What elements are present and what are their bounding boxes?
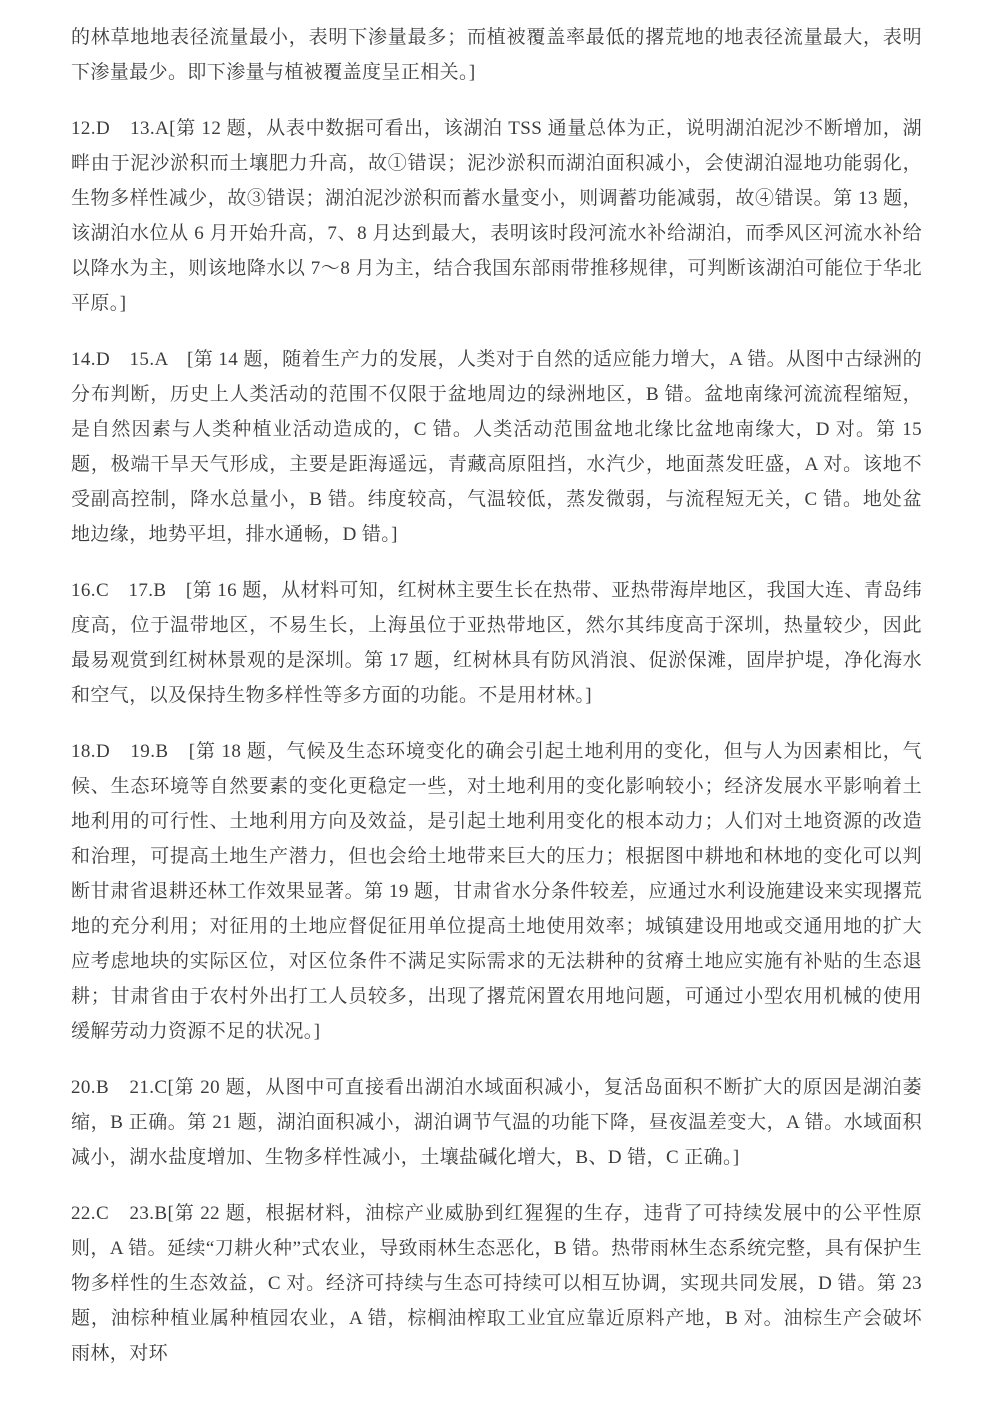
paragraph-continuation-infiltration: 的林草地地表径流量最小，表明下渗量最多；而植被覆盖率最低的撂荒地的地表径流量最大，表明下渗量最少。即下渗量与植被覆盖度呈正相关。] bbox=[71, 27, 922, 83]
answer-paragraph-q14-q15: 14.D 15.A [第 14 题，随着生产力的发展，人类对于自然的适应能力增大，A 错。从图中古绿洲的分布判断，历史上人类活动的范围不仅限于盆地周边的绿洲地区，B 错。盆地南缘河流流程缩短，是自然因素与人类种植业活动造成的，C 错。人类活动范围盆地北缘比盆地南缘大，D 对。第 15 题，极端干旱天气形成，主要是距海遥远，青藏高原阻挡，水汽少，地面蒸发旺盛，A 对。该地不受副高控制，降水总量小，B 错。纬度较高，气温较低，蒸发微弱，与流程短无关，C 错。地处盆地边缘，地势平坦，排水通畅，D 错。] bbox=[71, 349, 922, 545]
answer-paragraph-q12-q13: 12.D 13.A[第 12 题，从表中数据可看出，该湖泊 TSS 通量总体为正，说明湖泊泥沙不断增加，湖畔由于泥沙淤积而土壤肥力升高，故①错误；泥沙淤积而湖泊面积减小，会使湖泊湿地功能弱化，生物多样性减少，故③错误；湖泊泥沙淤积而蓄水量变小，则调蓄功能减弱，故④错误。第 13 题，该湖泊水位从 6 月开始升高，7、8 月达到最大，表明该时段河流水补给湖泊，而季风区河流水补给以降水为主，则该地降水以 7～8 月为主，结合我国东部雨带推移规律，可判断该湖泊可能位于华北平原。] bbox=[71, 118, 922, 314]
answer-paragraph-q20-q21: 20.B 21.C[第 20 题，从图中可直接看出湖泊水域面积减小，复活岛面积不断扩大的原因是湖泊萎缩，B 正确。第 21 题，湖泊面积减小，湖泊调节气温的功能下降，昼夜温差变大，A 错。水域面积减小，湖水盐度增加、生物多样性减小，土壤盐碱化增大，B、D 错，C 正确。] bbox=[71, 1077, 922, 1168]
answer-paragraph-q22-q23: 22.C 23.B[第 22 题，根据材料，油棕产业威胁到红猩猩的生存，违背了可持续发展中的公平性原则，A 错。延续“刀耕火种”式农业，导致雨林生态恶化，B 错。热带雨林生态系统完整，具有保护生物多样性的生态效益，C 对。经济可持续与生态可持续可以相互协调，实现共同发展，D 错。第 23 题，油棕种植业属种植园农业，A 错，棕榈油榨取工业宜应靠近原料产地，B 对。油棕生产会破坏雨林，对环 bbox=[71, 1203, 922, 1364]
answer-paragraph-q18-q19: 18.D 19.B [第 18 题，气候及生态环境变化的确会引起土地利用的变化，但与人为因素相比，气候、生态环境等自然要素的变化更稳定一些，对土地利用的变化影响较小；经济发展水平影响着土地利用的可行性、土地利用方向及效益，是引起土地利用变化的根本动力；人们对土地资源的改造和治理，可提高土地生产潜力，但也会给土地带来巨大的压力；根据图中耕地和林地的变化可以判断甘肃省退耕还林工作效果显著。第 19 题，甘肃省水分条件较差，应通过水利设施建设来实现撂荒地的充分利用；对征用的土地应督促征用单位提高土地使用效率；城镇建设用地或交通用地的扩大应考虑地块的实际区位，对区位条件不满足实际需求的无法耕种的贫瘠土地应实施有补贴的生态退耕；甘肃省由于农村外出打工人员较多，出现了撂荒闲置农用地问题，可通过小型农用机械的使用缓解劳动力资源不足的状况。] bbox=[71, 741, 922, 1042]
answer-paragraph-q16-q17: 16.C 17.B [第 16 题，从材料可知，红树林主要生长在热带、亚热带海岸地区，我国大连、青岛纬度高，位于温带地区，不易生长，上海虽位于亚热带地区，然尔其纬度高于深圳，热量较少，因此最易观赏到红树林景观的是深圳。第 17 题，红树林具有防风消浪、促淤保滩，固岸护堤，净化海水和空气，以及保持生物多样性等多方面的功能。不是用材林。] bbox=[71, 580, 922, 706]
